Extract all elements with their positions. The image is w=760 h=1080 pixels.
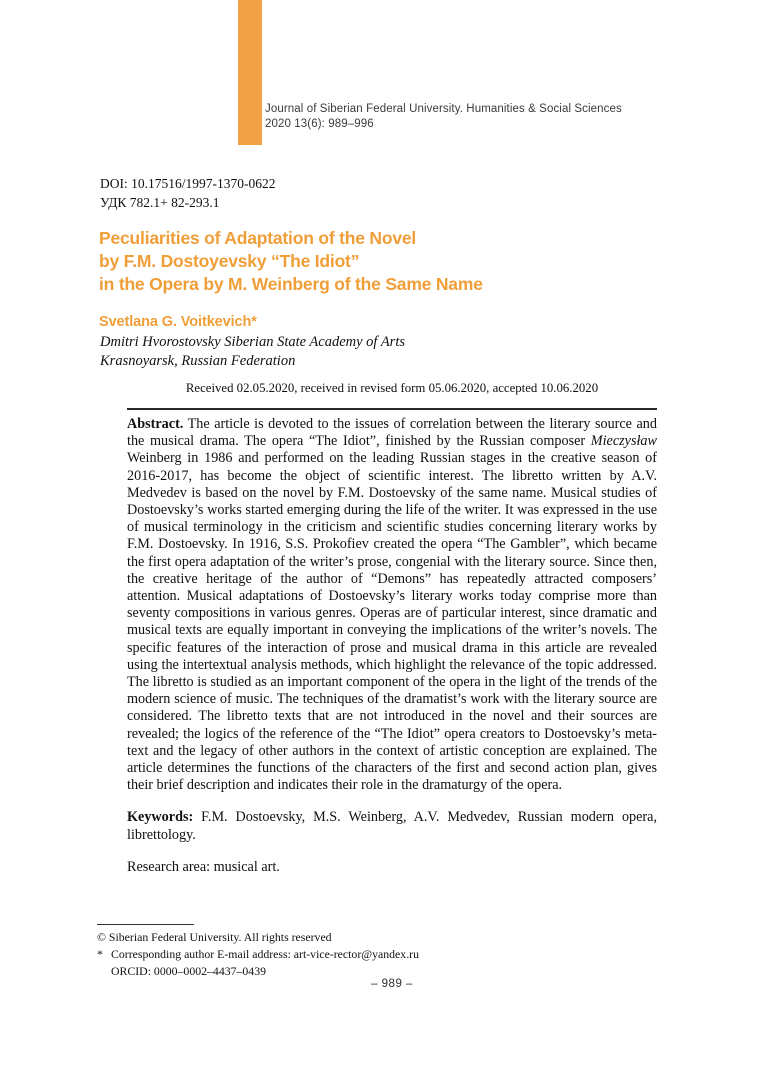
footnote-block: [97, 924, 419, 980]
journal-header: [265, 102, 622, 132]
keywords-paragraph: [127, 809, 657, 843]
asterisk-marker: *: [97, 947, 103, 961]
journal-name: Journal of Siberian Federal University. Humanities & Social Sciences: [265, 103, 622, 115]
accent-bar: [238, 0, 262, 145]
corresponding-author-line: [97, 946, 419, 963]
doi-line: DOI: 10.17516/1997-1370-0622: [100, 176, 276, 191]
abstract-text-2: Weinberg in 1986 and performed on the leading Russian stages in the creative season of 2016-2017, has become the object of scientific interest. The libretto written by A.V. Medvedev is based on the novel by F.M. Dostoevsky of the same name. Musical studies of Dostoevsky’s works started emerging during the life of the writer. It was expressed in the use of musical terminology in the criticism and scientific studies concerning literary works by F.M. Dostoevsky. In 1916, S.S. Prokofiev created the opera “The Gambler”, which became the first opera adaptation of the writer’s prose, congenial with the literary source. Since then, the creative heritage of the author of “Demons” has repeatedly attracted composers’ attention. Musical adaptations of Dostoevsky’s literary works today comprise more than seventy compositions in various genres. Operas are of particular interest, since dramatic and musical texts are equally important in conveying the implications of the writer’s novels. The specific features of the interaction of prose and musical drama in this article are revealed using the intertextual analysis methods, which highlight the relevance of the topic addressed. The libretto is studied as an important component of the opera in the light of the trends of the modern science of music. The techniques of the dramatist’s work with the literary source are considered. The libretto texts that are not introduced in the novel and their sources are revealed; the logics of the reference of the “The Idiot” opera creators to Dostoevsky’s meta-text and the legacy of other authors in the context of artistic conception are explained. The article determines the functions of the characters of the first and second action plan, gives their brief description and indicates their role in the dramaturgy of the opera.: [127, 450, 657, 794]
author-affiliation: [100, 333, 405, 370]
keywords-label: Keywords:: [127, 809, 194, 826]
journal-issue: 2020 13(6): 989–996: [265, 118, 374, 130]
copyright-line: © Siberian Federal University. All rights reserved: [97, 930, 332, 944]
abstract-paragraph: [127, 416, 657, 794]
author-name: Svetlana G. Voitkevich*: [99, 314, 257, 330]
udk-line: УДК 782.1+ 82-293.1: [100, 194, 220, 210]
corresponding-author-text: Corresponding author E-mail address: art-vice-rector@yandex.ru: [111, 947, 419, 961]
abstract-label: Abstract.: [127, 416, 184, 432]
title-line-3: in the Opera by M. Weinberg of the Same Name: [99, 274, 483, 294]
title-line-1: Peculiarities of Adaptation of the Novel: [99, 228, 417, 248]
title-line-2: by F.M. Dostoyevsky “The Idiot”: [99, 251, 360, 271]
abstract-section: [127, 408, 657, 876]
abstract-text-1: The article is devoted to the issues of correlation between the literary source and the musical drama. The opera “The Idiot”, finished by the Russian composer: [127, 416, 657, 450]
keywords-text: F.M. Dostoevsky, M.S. Weinberg, A.V. Medvedev, Russian modern opera, librettology.: [127, 809, 657, 843]
orcid-line: ORCID: 0000–0002–4437–0439: [111, 964, 267, 978]
article-title: [99, 227, 483, 296]
affiliation-line-1: Dmitri Hvorostovsky Siberian State Academy of Arts: [100, 334, 405, 350]
footnote-divider: [97, 924, 194, 925]
received-dates: Received 02.05.2020, received in revised form 05.06.2020, accepted 10.06.2020: [185, 381, 599, 395]
page-number: – 989 –: [371, 978, 413, 990]
affiliation-line-2: Krasnoyarsk, Russian Federation: [100, 352, 296, 369]
research-area: Research area: musical art.: [127, 858, 280, 875]
abstract-divider: [127, 408, 657, 410]
identifier-block: [100, 175, 276, 212]
abstract-italic-name: Mieczysław: [590, 433, 657, 450]
